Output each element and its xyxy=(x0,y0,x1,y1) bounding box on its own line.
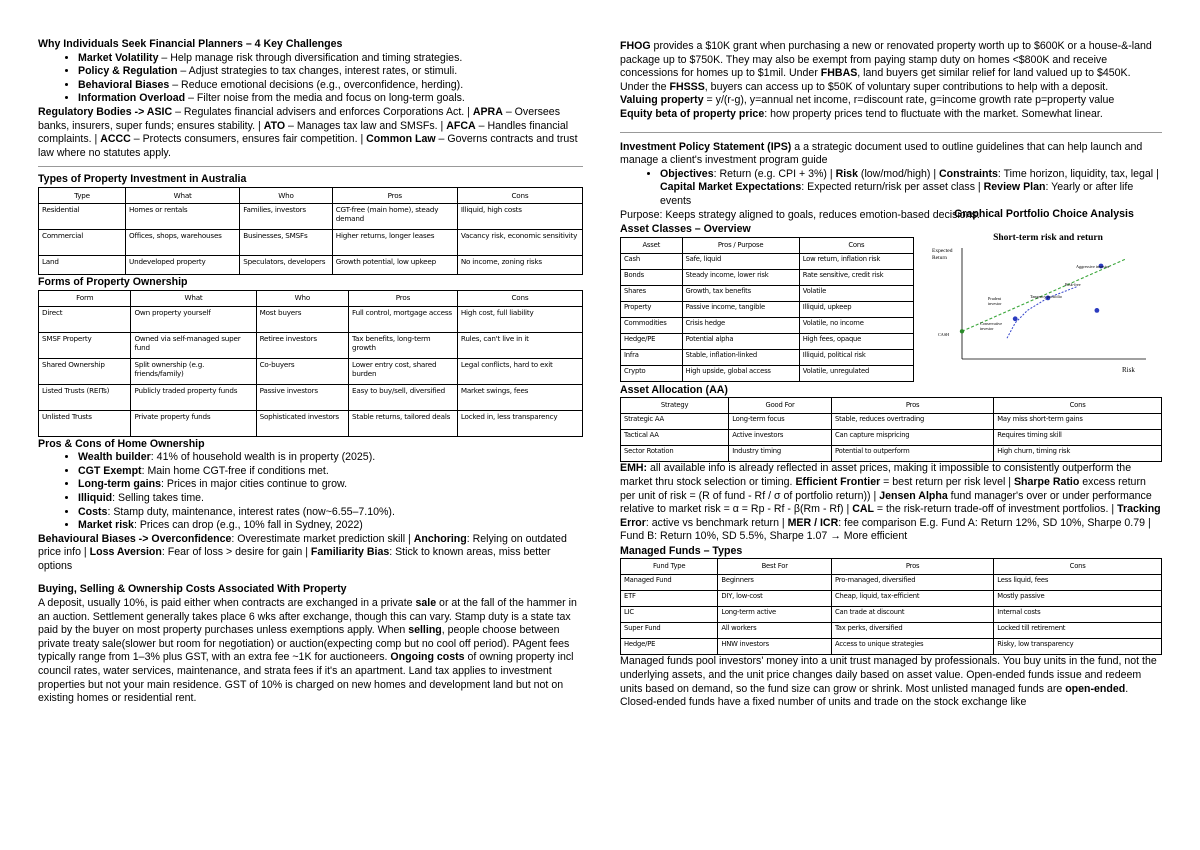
table-cell: Beginners xyxy=(718,575,832,591)
bold-term: selling xyxy=(408,624,442,637)
text-run: = the risk-return trade-off of investment portfolios. | xyxy=(873,503,1118,516)
bold-term: CAL xyxy=(852,503,874,516)
column-header: Who xyxy=(240,187,332,203)
property-types-table xyxy=(38,187,583,275)
types-table-title: Types of Property Investment in Australia xyxy=(38,173,247,186)
table-cell: Long-term active xyxy=(718,607,832,623)
bold-term: AFCA xyxy=(446,119,476,132)
bold-term: Tracking Error xyxy=(620,503,1161,529)
table-cell: Families, investors xyxy=(240,203,332,229)
table-cell: High churn, timing risk xyxy=(994,446,1162,462)
table-cell: Illiquid, upkeep xyxy=(799,301,913,317)
bold-term: EMH: xyxy=(620,462,648,475)
biases-paragraph xyxy=(38,533,583,574)
table-cell: Stable, reduces overtrading xyxy=(831,414,993,430)
text-run: : Overestimate market prediction skill | xyxy=(231,532,414,545)
bold-term: Costs xyxy=(78,505,108,518)
bold-term: open-ended xyxy=(1065,682,1126,695)
table-cell: LIC xyxy=(621,607,718,623)
table-cell: Full control, mortgage access xyxy=(349,306,458,332)
table-cell: Potential to outperform xyxy=(831,446,993,462)
text-run: all available info is already reflected in asset prices, making it impossible to consistently outperform the market thru stock selection or timing. xyxy=(620,462,1132,488)
text-run: = y/(r-g), y=annual net income, r=discount rate, g=income growth rate p=property value xyxy=(703,94,1115,107)
table-cell: Market swings, fees xyxy=(457,384,582,410)
regulatory-paragraph xyxy=(38,106,583,160)
table-cell: Higher returns, longer leases xyxy=(332,229,457,255)
table-cell: Less liquid, fees xyxy=(994,575,1162,591)
text-run: a a strategic document used to outline guidelines that can help launch and manage a client's investment program guide xyxy=(620,140,1143,167)
table-cell: Safe, liquid xyxy=(682,253,799,269)
table-cell: Easy to buy/sell, diversified xyxy=(349,384,458,410)
text-run: – Regulates financial advisers and enforces Corporations Act. | xyxy=(172,105,473,118)
asset-classes-title: Asset Classes – Overview xyxy=(620,223,751,236)
bold-term: Behavioural Biases -> Overconfidence xyxy=(38,532,232,545)
bold-term: Efficient Frontier xyxy=(795,475,881,488)
table-row xyxy=(39,306,583,332)
list-item xyxy=(78,65,583,79)
annotation-conservative: investor xyxy=(980,325,994,331)
text-run: : Time horizon, liquidity, tax, legal | xyxy=(997,167,1159,180)
bold-term: Policy & Regulation xyxy=(78,65,178,78)
table-row xyxy=(621,639,1162,655)
table-cell: Tactical AA xyxy=(621,430,729,446)
text-run: : Main home CGT-free if conditions met. xyxy=(141,464,329,477)
table-row xyxy=(621,430,1162,446)
portfolio-chart xyxy=(926,222,1162,382)
column-header: Form xyxy=(39,290,131,306)
table-cell: Pro-managed, diversified xyxy=(831,575,993,591)
table-cell: Crisis hedge xyxy=(682,317,799,333)
table-cell: Rate sensitive, credit risk xyxy=(799,269,913,285)
table-cell: Growth, tax benefits xyxy=(682,285,799,301)
bold-term: FHOG xyxy=(620,40,651,52)
text-run: : Stamp duty, maintenance, interest rates (now~6.55–7.10%). xyxy=(107,505,395,518)
table-cell: Growth potential, low upkeep xyxy=(332,255,457,274)
table-cell: DIY, low-cost xyxy=(718,591,832,607)
bold-term: Information Overload xyxy=(78,92,186,105)
bold-term: CGT Exempt xyxy=(78,464,142,477)
table-cell: Vacancy risk, economic sensitivity xyxy=(457,229,582,255)
table-cell: High fees, opaque xyxy=(799,333,913,349)
spacer xyxy=(38,573,583,583)
table-row xyxy=(621,253,914,269)
text-run: = best return per risk level | xyxy=(880,475,1014,488)
bold-term: Objectives xyxy=(660,167,714,180)
column-header: Best For xyxy=(718,559,832,575)
table-cell: Shares xyxy=(621,285,683,301)
text-run: : 41% of household wealth is in property (2025). xyxy=(150,451,376,464)
table-row xyxy=(621,365,914,381)
table-cell: Tax perks, diversified xyxy=(831,623,993,639)
bold-term: Market Volatility xyxy=(78,51,159,64)
table-row xyxy=(621,414,1162,430)
table-cell: Sophisticated investors xyxy=(256,410,348,436)
table-cell: No income, zoning risks xyxy=(457,255,582,274)
text-run: : Fear of loss > desire for gain | xyxy=(161,546,311,559)
bold-term: Sharpe Ratio xyxy=(1013,475,1080,488)
text-run: excess return per unit of risk = (R of fund - Rf / σ of portfolio return)) | xyxy=(620,475,1146,502)
table-row xyxy=(621,269,914,285)
table-row xyxy=(621,301,914,317)
table-cell: Super Fund xyxy=(621,623,718,639)
table-row xyxy=(621,333,914,349)
divider xyxy=(38,166,583,167)
table-cell: All workers xyxy=(718,623,832,639)
text-run: – Governs contracts and trust law where no statutes apply. xyxy=(38,133,578,159)
table-cell: Passive investors xyxy=(256,384,348,410)
annotation-risk-free: Risk-free xyxy=(1065,281,1081,287)
table-cell: Steady income, lower risk xyxy=(682,269,799,285)
table-cell: Active investors xyxy=(729,430,832,446)
text-run: : Prices can drop (e.g., 10% fall in Sydney, 2022) xyxy=(133,519,363,532)
table-cell: Risky, low transparency xyxy=(994,639,1162,655)
table-cell: Undeveloped property xyxy=(126,255,240,274)
list-item xyxy=(660,168,1162,209)
y-axis-label: Expected xyxy=(932,247,953,254)
table-cell: Retiree investors xyxy=(256,332,348,358)
text-run: (low/mod/high) | xyxy=(857,167,940,180)
table-cell: Most buyers xyxy=(256,306,348,332)
table-cell: Tax benefits, long-term growth xyxy=(349,332,458,358)
list-item xyxy=(78,52,583,66)
y-axis-label: Return xyxy=(932,254,947,261)
bold-term: ATO xyxy=(263,119,286,132)
table-cell: High upside, global access xyxy=(682,365,799,381)
text-run: : active vs benchmark return | xyxy=(645,516,788,529)
bold-term: Common Law xyxy=(366,133,436,146)
table-row xyxy=(39,203,583,229)
text-run: : Return (e.g. CPI + 3%) | xyxy=(713,167,836,180)
table-cell: Cheap, liquid, tax-efficient xyxy=(831,591,993,607)
table-cell: Private property funds xyxy=(131,410,256,436)
table-row xyxy=(621,349,914,365)
table-row xyxy=(39,384,583,410)
portfolio-point xyxy=(960,329,964,333)
bold-term: Risk xyxy=(835,167,858,180)
text-run: – Adjust strategies to tax changes, interest rates, or stimuli. xyxy=(177,65,458,78)
costs-paragraph xyxy=(38,597,583,706)
bold-term: Loss Aversion xyxy=(89,546,162,559)
bold-term: Long-term gains xyxy=(78,478,161,491)
table-cell: Hedge/PE xyxy=(621,639,718,655)
column-header: Cons xyxy=(457,187,582,203)
table-cell: Can trade at discount xyxy=(831,607,993,623)
table-cell: Co-buyers xyxy=(256,358,348,384)
column-header: Asset xyxy=(621,237,683,253)
managed-funds-table xyxy=(620,558,1162,655)
table-cell: Property xyxy=(621,301,683,317)
text-run: : Expected return/risk per asset class | xyxy=(801,181,984,194)
bold-term: ACCC xyxy=(100,133,131,146)
table-cell: Strategic AA xyxy=(621,414,729,430)
portfolio-chart-block xyxy=(926,208,1162,382)
table-row xyxy=(621,591,1162,607)
text-run: . Closed-ended funds have a fixed number of units and trade on the stock exchange like xyxy=(620,682,1129,709)
text-run: – Oversees banks, insurers, super funds; ensures stability. | xyxy=(38,105,560,132)
text-run: – Reduce emotional decisions (e.g., overconfidence, herding). xyxy=(169,78,464,91)
text-run: Managed funds pool investors' money into a unit trust managed by professionals. You buy units in the fund, not the underlying assets, and the unit price changes daily based on asset value. Open-ended funds issue and redeem units based on demand, so the fund size can grow or shrink. Most unlisted managed funds are xyxy=(620,655,1157,695)
table-row xyxy=(39,332,583,358)
chart-heading: Graphical Portfolio Choice Analysis xyxy=(954,208,1134,221)
bold-term: Regulatory Bodies -> ASIC xyxy=(38,105,173,118)
column-header: Type xyxy=(39,187,126,203)
table-cell: May miss short-term gains xyxy=(994,414,1162,430)
text-run: , buyers can access up to $50K of voluntary super contributions to help with a deposit. xyxy=(704,80,1109,93)
table-cell: Volatile xyxy=(799,285,913,301)
bold-term: Market risk xyxy=(78,519,134,532)
column-header: Cons xyxy=(994,398,1162,414)
table-cell: HNW investors xyxy=(718,639,832,655)
table-row xyxy=(39,255,583,274)
table-cell: Passive income, tangible xyxy=(682,301,799,317)
text-run: – Protects consumers, ensures fair competition. | xyxy=(130,133,367,146)
text-run: : Prices in major cities continue to grow. xyxy=(161,478,348,491)
table-cell: Can capture mispricing xyxy=(831,430,993,446)
table-cell: Volatile, unregulated xyxy=(799,365,913,381)
table-cell: Stable returns, tailored deals xyxy=(349,410,458,436)
table-cell: Publicly traded property funds xyxy=(131,384,256,410)
table-cell: Businesses, SMSFs xyxy=(240,229,332,255)
text-run: – Handles financial complaints. | xyxy=(38,119,569,146)
text-run: : Yearly or after life events xyxy=(660,181,1134,207)
bold-term: Behavioral Biases xyxy=(78,78,170,91)
text-run: of owning property incl council rates, water services, maintenance, and strata fees if it's an apartment. Land tax applies to investment properties but not your main residence. GST of 10% is charged on new homes and development land but not on existing homes or residential rent. xyxy=(38,651,574,705)
column-header: Pros / Purpose xyxy=(682,237,799,253)
asset-classes-table xyxy=(620,237,914,382)
list-item xyxy=(78,92,583,106)
table-cell: CGT-free (main home), steady demand xyxy=(332,203,457,229)
text-run: – Manages tax law and SMSFs. | xyxy=(285,119,447,132)
text-run: – Help manage risk through diversification and timing strategies. xyxy=(158,51,463,64)
challenges-title: Why Individuals Seek Financial Planners – 4 Key Challenges xyxy=(38,38,343,50)
bold-term: FHSSS xyxy=(669,80,705,93)
bold-term: Capital Market Expectations xyxy=(660,181,802,194)
table-cell: Listed Trusts (REITs) xyxy=(39,384,131,410)
bold-term: Familiarity Bias xyxy=(310,546,390,559)
bold-term: Investment Policy Statement (IPS) xyxy=(620,140,792,153)
table-row xyxy=(39,229,583,255)
text-run: : fee comparison E.g. Fund A: Return 12%, SD 10%, Sharpe 0.79 | Fund B: Return 10%, SD 5.5%, Sharpe 1.07 → More efficient xyxy=(620,516,1151,543)
column-header: Pros xyxy=(831,559,993,575)
table-cell: Unlisted Trusts xyxy=(39,410,131,436)
column-header: Who xyxy=(256,290,348,306)
challenges-list xyxy=(38,52,583,106)
table-cell: Direct xyxy=(39,306,131,332)
text-run: A deposit, usually 10%, is paid either when contracts are exchanged in a private xyxy=(38,597,416,610)
list-item xyxy=(78,451,583,465)
table-cell: Shared Ownership xyxy=(39,358,131,384)
table-cell: Owned via self-managed super fund xyxy=(131,332,256,358)
table-cell: Hedge/PE xyxy=(621,333,683,349)
bold-term: FHBAS xyxy=(820,67,858,80)
text-run: : how property prices tend to fluctuate with the market. Somewhat linear. xyxy=(764,107,1103,120)
managed-funds-title: Managed Funds – Types xyxy=(620,544,743,557)
annotation-prudent: Prudent xyxy=(988,295,1002,301)
fhog-paragraph xyxy=(620,40,1162,94)
home-ownership-title: Pros & Cons of Home Ownership xyxy=(38,437,205,450)
column-header: Good For xyxy=(729,398,832,414)
table-cell: Infra xyxy=(621,349,683,365)
forms-table-title: Forms of Property Ownership xyxy=(38,275,188,288)
table-cell: Homes or rentals xyxy=(126,203,240,229)
bold-term: APRA xyxy=(472,105,503,118)
table-cell: Volatile, no income xyxy=(799,317,913,333)
chart-title: Short-term risk and return xyxy=(993,232,1103,243)
ownership-forms-table xyxy=(38,290,583,437)
table-cell: Sector Rotation xyxy=(621,446,729,462)
table-cell: High cost, full liability xyxy=(457,306,582,332)
table-cell: Crypto xyxy=(621,365,683,381)
costs-title: Buying, Selling & Ownership Costs Associated With Property xyxy=(38,583,347,596)
asset-classes-block xyxy=(620,222,914,382)
column-header: Cons xyxy=(799,237,913,253)
divider xyxy=(620,132,1162,133)
table-cell: ETF xyxy=(621,591,718,607)
home-ownership-list xyxy=(38,451,583,533)
table-cell: Legal conflicts, hard to exit xyxy=(457,358,582,384)
table-cell: Access to unique strategies xyxy=(831,639,993,655)
table-cell: Split ownership (e.g. friends/family) xyxy=(131,358,256,384)
table-cell: Locked in, less transparency xyxy=(457,410,582,436)
list-item xyxy=(78,465,583,479)
asset-allocation-title: Asset Allocation (AA) xyxy=(620,383,728,396)
table-row xyxy=(621,317,914,333)
list-item xyxy=(78,79,583,93)
table-row xyxy=(39,358,583,384)
text-run: : Selling takes time. xyxy=(112,491,204,504)
table-cell: SMSF Property xyxy=(39,332,131,358)
text-run: – Filter noise from the media and focus on long-term goals. xyxy=(185,92,465,105)
text-run: : Relying on outdated price info | xyxy=(38,532,567,559)
table-row xyxy=(621,607,1162,623)
table-cell: Own property yourself xyxy=(131,306,256,332)
ips-purpose: Purpose: Keeps strategy aligned to goals, reduces emotion-based decisions. xyxy=(620,208,980,221)
bold-term: sale xyxy=(415,597,437,610)
column-header: What xyxy=(126,187,240,203)
bold-term: Review Plan xyxy=(983,181,1046,194)
table-cell: Illiquid, high costs xyxy=(457,203,582,229)
table-cell: Cash xyxy=(621,253,683,269)
table-cell: Bonds xyxy=(621,269,683,285)
text-run: : Stick to known areas, miss better options xyxy=(38,546,551,572)
column-header: Strategy xyxy=(621,398,729,414)
annotation-prudent: investor xyxy=(988,300,1002,306)
text-run: , land buyers get similar relief for land valued up to $450K. Under the xyxy=(620,67,1131,93)
column-header: What xyxy=(131,290,256,306)
valuing-line xyxy=(620,94,1162,108)
bold-term: Equity beta of property price xyxy=(620,107,765,120)
bold-term: Illiquid xyxy=(78,491,113,504)
ips-paragraph xyxy=(620,141,1162,168)
text-run: fund manager's over or under performance relative to market risk = α = Rp - Rf - β(Rm - Rf) | xyxy=(620,489,1152,516)
beta-line xyxy=(620,108,1162,122)
text-run: , people choose between private treaty sale(slower but room for negotiation) or auction(expecting comp but no cool off period). PAgent fees typically range from 1–3% plus GST, with an extra fee ~1K for auctioneers. xyxy=(38,624,570,664)
table-cell: Speculators, developers xyxy=(240,255,332,274)
table-cell: Illiquid, political risk xyxy=(799,349,913,365)
annotation-conservative: Conservative xyxy=(980,320,1003,326)
text-run: provides a $10K grant when purchasing a new or renovated property worth up to $600K or a house-&-land package up to $750K. They may also be exempt from paying stamp duty on homes <$800K and receive concessions for homes up to $1mil. Under xyxy=(620,40,1152,80)
bold-term: Jensen Alpha xyxy=(879,489,948,502)
table-cell: Offices, shops, warehouses xyxy=(126,229,240,255)
portfolio-point xyxy=(1095,308,1100,313)
column-header: Pros xyxy=(332,187,457,203)
column-header: Cons xyxy=(457,290,582,306)
column-header: Pros xyxy=(349,290,458,306)
annotation-aggressive: Aggressive investor xyxy=(1076,263,1110,269)
table-row xyxy=(621,285,914,301)
table-row xyxy=(621,446,1162,462)
column-header: Cons xyxy=(994,559,1162,575)
table-cell: Managed Fund xyxy=(621,575,718,591)
right-column xyxy=(620,40,1162,710)
table-cell: Lower entry cost, shared burden xyxy=(349,358,458,384)
table-cell: Industry timing xyxy=(729,446,832,462)
x-axis-label: Risk xyxy=(1122,365,1135,374)
table-row xyxy=(621,623,1162,639)
managed-funds-paragraph xyxy=(620,655,1162,709)
column-header: Fund Type xyxy=(621,559,718,575)
list-item xyxy=(78,506,583,520)
table-cell: Land xyxy=(39,255,126,274)
table-cell: Stable, inflation-linked xyxy=(682,349,799,365)
portfolio-point xyxy=(1013,316,1018,321)
table-cell: Residential xyxy=(39,203,126,229)
annotation-tangency: Tangency portfolio xyxy=(1030,293,1062,299)
annotation-cash: CASH xyxy=(938,331,950,337)
table-cell: Long-term focus xyxy=(729,414,832,430)
bold-term: MER / ICR xyxy=(787,516,839,529)
text-run: or at the fall of the hammer in an auction. Settlement generally takes place 6 wks after exchange, though this can vary. Stamp duty is a state tax paid by the buyer on most property purchases unless exemptions apply. When xyxy=(38,597,577,637)
list-item xyxy=(78,519,583,533)
asset-allocation-table xyxy=(620,397,1162,462)
table-row xyxy=(621,575,1162,591)
table-cell: Mostly passive xyxy=(994,591,1162,607)
list-item xyxy=(78,492,583,506)
bold-term: Constraints xyxy=(939,167,998,180)
table-cell: Internal costs xyxy=(994,607,1162,623)
table-cell: Commercial xyxy=(39,229,126,255)
bold-term: Ongoing costs xyxy=(390,651,465,664)
table-cell: Requires timing skill xyxy=(994,430,1162,446)
bold-term: Wealth builder xyxy=(78,451,151,464)
table-cell: Low return, inflation risk xyxy=(799,253,913,269)
emh-paragraph xyxy=(620,462,1162,544)
table-cell: Commodities xyxy=(621,317,683,333)
column-header: Pros xyxy=(831,398,993,414)
ips-list xyxy=(620,168,1162,209)
table-cell: Potential alpha xyxy=(682,333,799,349)
bold-term: Anchoring xyxy=(413,532,467,545)
table-cell: Locked till retirement xyxy=(994,623,1162,639)
table-cell: Rules, can't live in it xyxy=(457,332,582,358)
list-item xyxy=(78,478,583,492)
table-row xyxy=(39,410,583,436)
bold-term: Valuing property xyxy=(620,94,704,107)
left-column xyxy=(38,38,583,706)
